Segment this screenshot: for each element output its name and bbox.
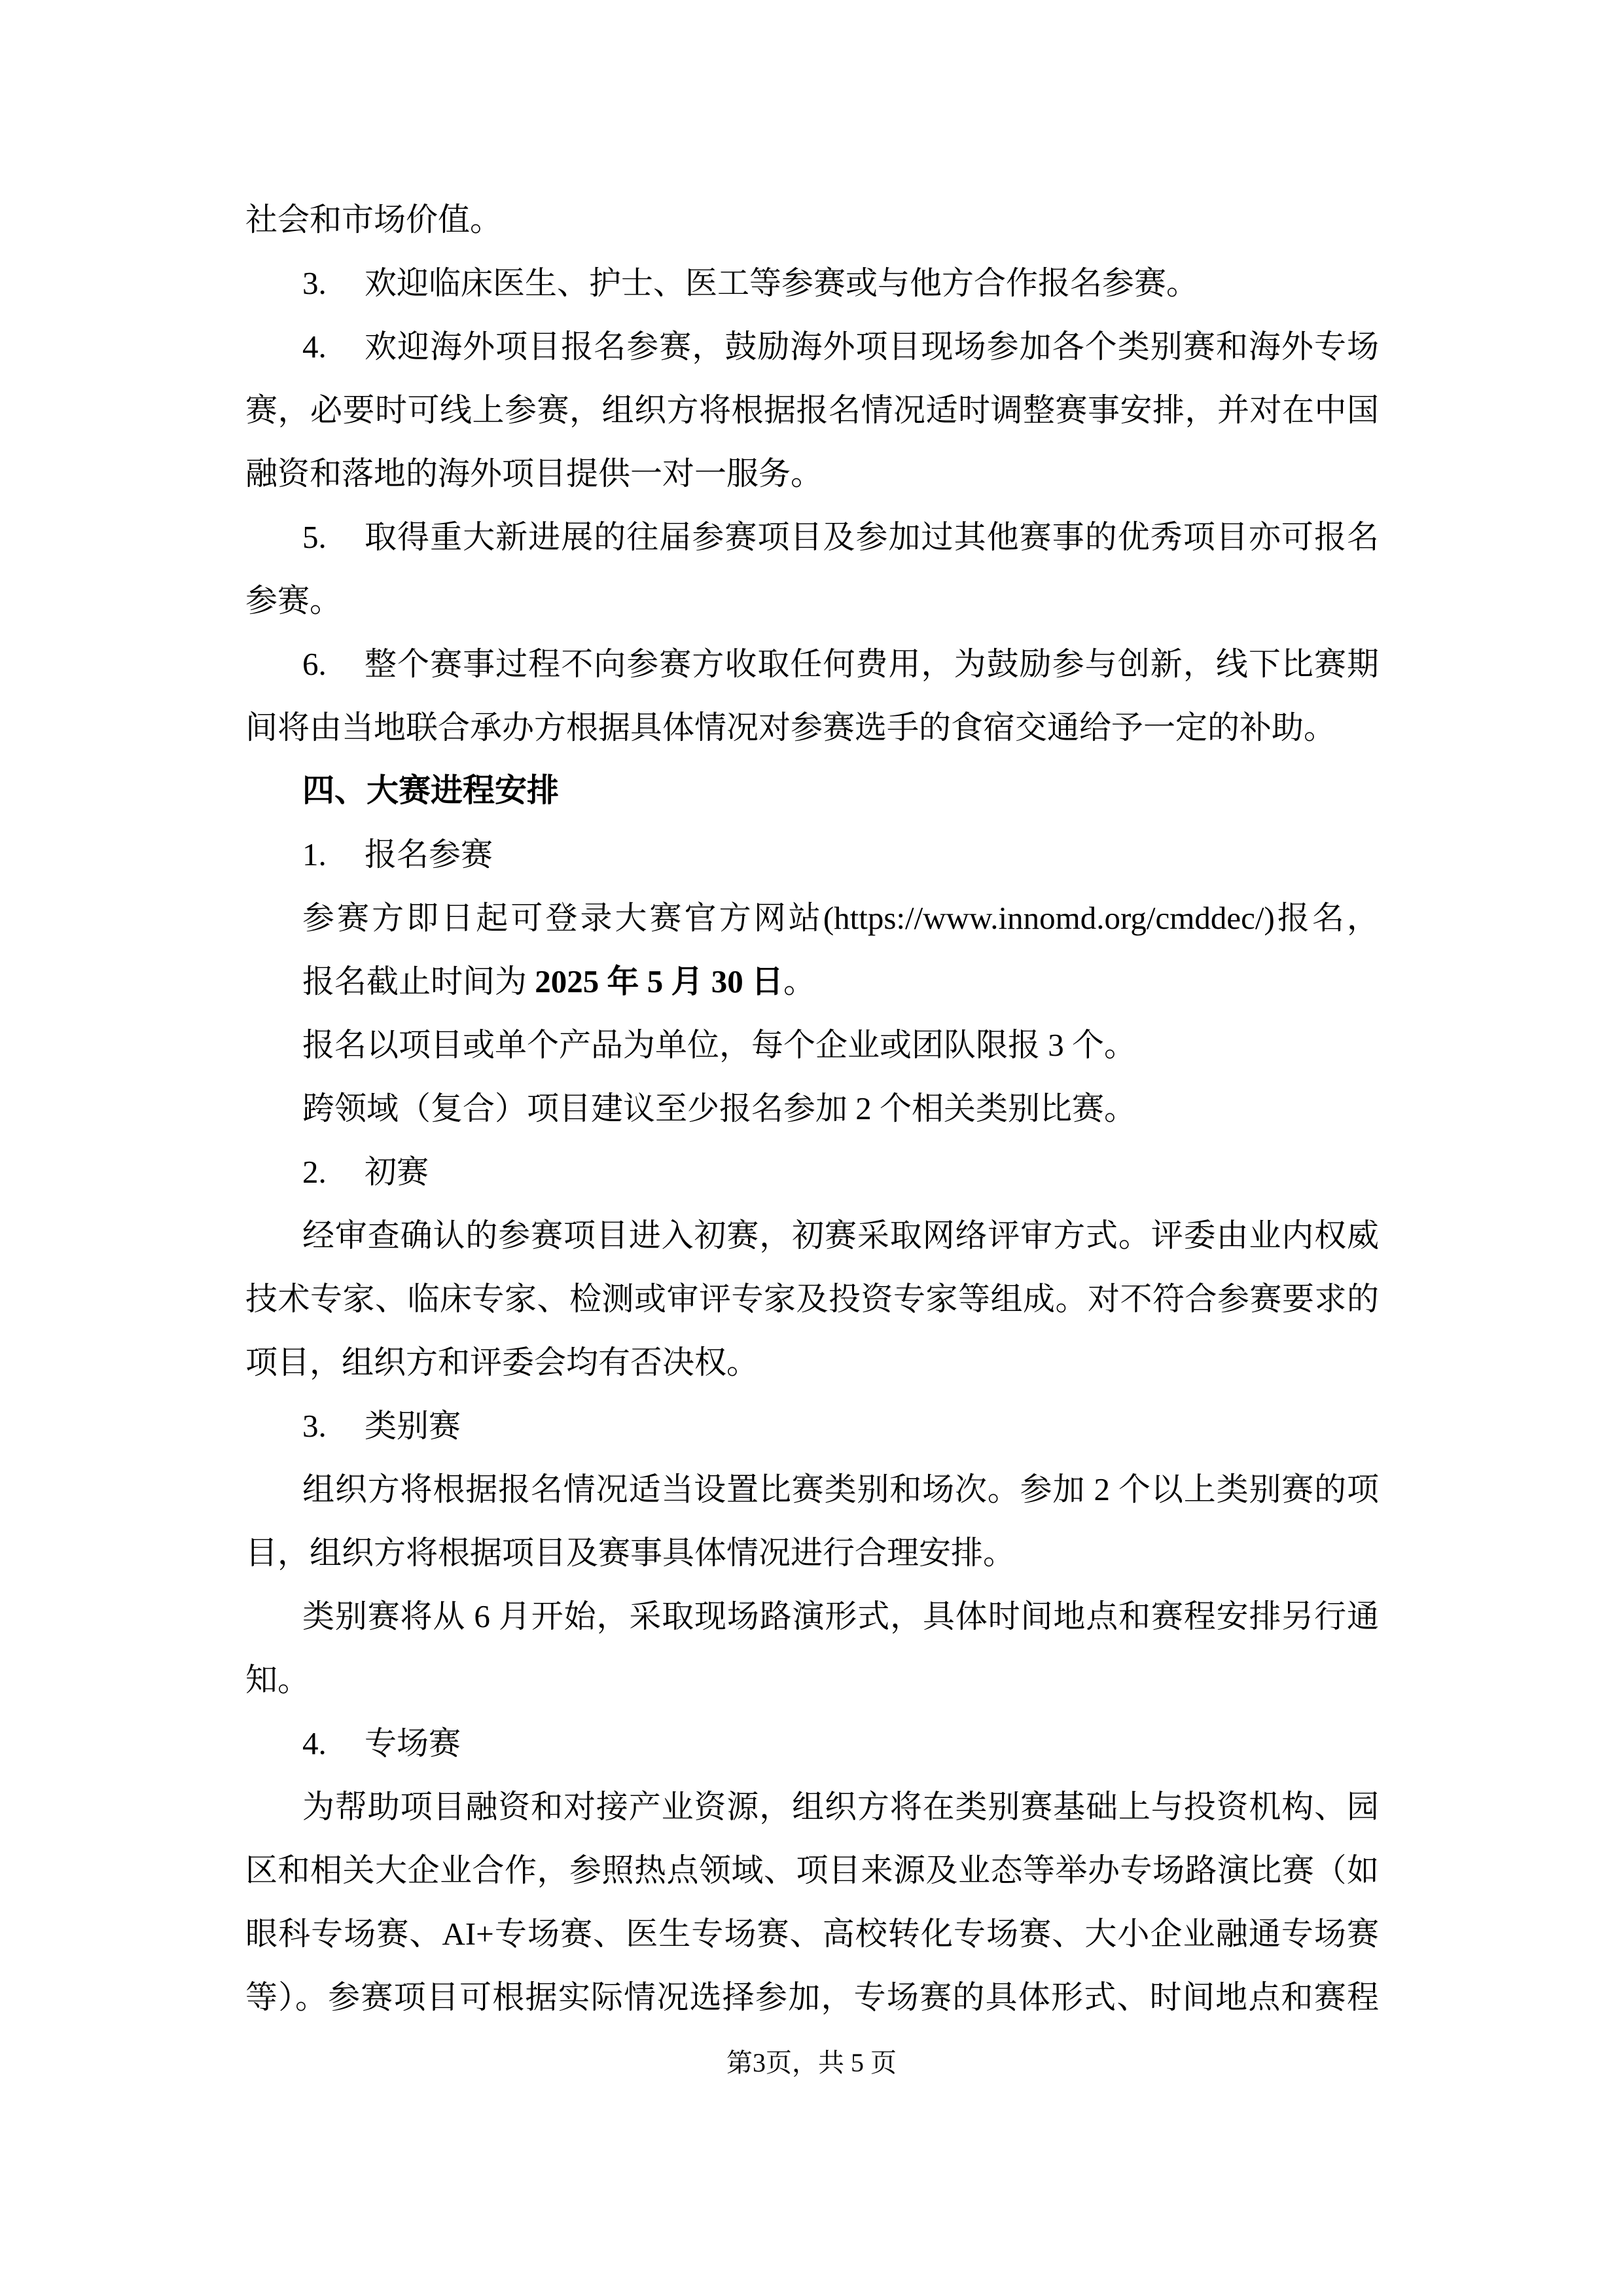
line-text: 取得重大新进展的往届参赛项目及参加过其他赛事的优秀项目亦可报名 [365, 519, 1379, 555]
text-line: 眼科专场赛、AI+专场赛、医生专场赛、高校转化专场赛、大小企业融通专场赛 [245, 1916, 1379, 1952]
line-text: 欢迎海外项目报名参赛，鼓励海外项目现场参加各个类别赛和海外专场 [365, 329, 1379, 365]
list-number: 3. [302, 1408, 327, 1444]
list-number: 5. [302, 519, 327, 555]
text-line: 融资和落地的海外项目提供一对一服务。 [245, 456, 823, 492]
text-line: 为帮助项目融资和对接产业资源，组织方将在类别赛基础上与投资机构、园 [302, 1789, 1379, 1825]
text-line: 社会和市场价值。 [245, 202, 503, 238]
line-text: 初赛 [365, 1154, 429, 1190]
text-line: 知。 [245, 1662, 310, 1698]
text-line [245, 1140, 1379, 1204]
line-text: 报名截止时间为 [302, 963, 535, 999]
line-text: 整个赛事过程不向参赛方收取任何费用，为鼓励参与创新，线下比赛期 [365, 646, 1379, 682]
list-number: 1. [302, 836, 327, 872]
text-line: 组织方将根据报名情况适当设置比赛类别和场次。参加 2 个以上类别赛的项 [302, 1471, 1379, 1507]
line-text: 专场赛 [365, 1725, 461, 1761]
text-line: 间将由当地联合承办方根据具体情况对参赛选手的食宿交通给予一定的补助。 [245, 709, 1336, 745]
text-line: 技术专家、临床专家、检测或审评专家及投资专家等组成。对不符合参赛要求的 [245, 1281, 1379, 1317]
list-number: 2. [302, 1154, 327, 1190]
line-text: 欢迎临床医生、护士、医工等参赛或与他方合作报名参赛。 [365, 265, 1199, 301]
document-content [245, 188, 1379, 2029]
text-line [245, 632, 1379, 696]
text-line: 类别赛将从 6 月开始，采取现场路演形式，具体时间地点和赛程安排另行通 [302, 1598, 1379, 1634]
page-footer: 第3页，共 5 页 [726, 2048, 897, 2077]
text-line [245, 823, 1379, 886]
text-line [245, 1712, 1379, 1775]
line-text: 。 [783, 963, 816, 999]
text-line [245, 950, 1379, 1013]
bold-text: 2025 年 5 月 30 日 [535, 963, 784, 999]
text-line [245, 251, 1379, 315]
text-line [245, 1394, 1379, 1458]
list-number: 4. [302, 329, 327, 365]
list-number: 6. [302, 646, 327, 682]
line-text: 类别赛 [365, 1408, 461, 1444]
line-text: 报名参赛 [365, 836, 493, 872]
text-line: 赛，必要时可线上参赛，组织方将根据报名情况适时调整赛事安排，并对在中国 [245, 392, 1379, 428]
text-line: 跨领域（复合）项目建议至少报名参加 2 个相关类别比赛。 [302, 1090, 1137, 1126]
text-line: 目，组织方将根据项目及赛事具体情况进行合理安排。 [245, 1535, 1016, 1571]
text-line [245, 315, 1379, 378]
text-line: 参赛方即日起可登录大赛官方网站(https://www.innomd.org/cmddec/)报名， [302, 900, 1379, 936]
text-line: 参赛。 [245, 583, 342, 619]
section-heading: 四、大赛进程安排 [302, 773, 560, 808]
text-line: 经审查确认的参赛项目进入初赛，初赛采取网络评审方式。评委由业内权威 [302, 1217, 1379, 1253]
list-number: 3. [302, 265, 327, 301]
text-line: 项目，组织方和评委会均有否决权。 [245, 1344, 759, 1380]
list-number: 4. [302, 1725, 327, 1761]
text-line: 报名以项目或单个产品为单位，每个企业或团队限报 3 个。 [302, 1027, 1137, 1063]
text-line: 等）。参赛项目可根据实际情况选择参加，专场赛的具体形式、时间地点和赛程 [245, 1979, 1379, 2015]
text-line: 区和相关大企业合作，参照热点领域、项目来源及业态等举办专场路演比赛（如 [245, 1852, 1379, 1888]
text-line [245, 505, 1379, 569]
